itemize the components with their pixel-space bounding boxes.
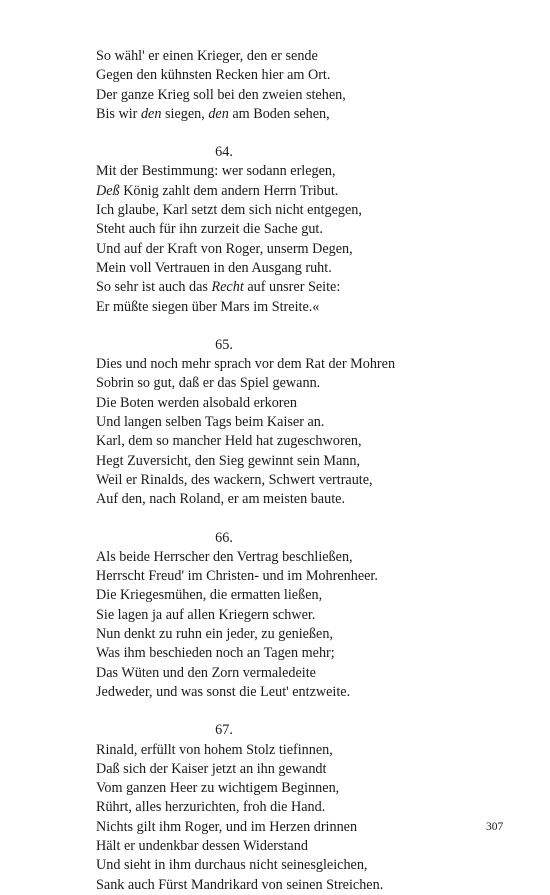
verse-text: Als beide Herrscher den Vertrag beschließen, [96,548,353,565]
verse-text: Steht auch für ihn zurzeit die Sache gut. [96,221,323,238]
verse-line [96,240,516,259]
verse-text: Hegt Zuversicht, den Sieg gewinnt sein Mann, [96,452,360,469]
verse-line [96,47,516,66]
verse-line [96,779,516,798]
verse-line [96,606,516,625]
verse-text: Das Wüten und den Zorn vermaledeite [96,664,316,681]
verse-line [96,355,516,374]
verse-line [96,105,516,124]
verse-text: Was ihm beschieden noch an Tagen mehr; [96,645,335,662]
verse-text: am Boden sehen, [228,105,330,122]
verse-text: Weil er Rinalds, des wackern, Schwert vertraute, [96,471,373,488]
verse-text: Er müßte siegen über Mars im Streite.« [96,298,320,315]
verse-emphasis: den [208,105,229,122]
verse-line [96,856,516,875]
stanza-number: 65. [215,336,233,353]
verse-text: Und sieht in ihm durchaus nicht seinesgleichen, [96,857,368,874]
verse-line [96,548,516,567]
stanza [96,336,516,510]
verse-line [96,818,516,837]
verse-text: auf unsrer Seite: [243,279,341,296]
verse-text: Und auf der Kraft von Roger, unserm Degen, [96,240,353,257]
verse-text: Der ganze Krieg soll bei den zweien stehen, [96,86,346,103]
verse-emphasis: Recht [211,279,244,296]
stanza [96,47,516,124]
stanza [96,529,516,703]
verse-line [96,798,516,817]
verse-text: Herrscht Freud' im Christen- und im Mohrenheer. [96,568,378,585]
verse-text: Nun denkt zu ruhn ein jeder, zu genießen, [96,626,333,643]
verse-line [96,66,516,85]
stanza [96,143,516,317]
poem-body [96,47,516,895]
verse-emphasis: Deß [96,182,120,199]
stanza-number: 66. [215,529,233,546]
stanza-number: 67. [215,722,233,739]
verse-text: Mit der Bestimmung: wer sodann erlegen, [96,163,336,180]
verse-line [96,162,516,181]
verse-line [96,837,516,856]
verse-text: Und langen selben Tags beim Kaiser an. [96,414,325,431]
verse-line [96,490,516,509]
verse-text: So wähl' er einen Krieger, den er sende [96,48,318,64]
verse-text: Vom ganzen Heer zu wichtigem Beginnen, [96,780,340,797]
stanza [96,721,516,895]
verse-line [96,452,516,471]
verse-text: Rührt, alles herzurichten, froh die Hand. [96,799,326,816]
verse-line [96,182,516,201]
verse-text: Sie lagen ja auf allen Kriegern schwer. [96,606,316,623]
verse-text: siegen, [161,105,209,122]
verse-text: Mein voll Vertrauen in den Ausgang ruht. [96,259,332,276]
verse-line [96,876,516,895]
verse-text: Bis wir [96,105,141,122]
verse-text: Die Kriegesmühen, die ermatten ließen, [96,587,323,604]
verse-line [96,278,516,297]
verse-line [96,471,516,490]
verse-line [96,625,516,644]
verse-text: Nichts gilt ihm Roger, und im Herzen drinnen [96,818,358,835]
verse-text: Gegen den kühnsten Recken hier am Ort. [96,67,331,84]
page-number: 307 [486,821,504,833]
verse-line [96,432,516,451]
verse-line [96,760,516,779]
verse-text: Jedweder, und was sonst die Leut' entzweite. [96,683,351,700]
verse-line [96,644,516,663]
verse-line [96,220,516,239]
verse-text: Hält er undenkbar dessen Widerstand [96,837,308,854]
verse-text: Daß sich der Kaiser jetzt an ihn gewandt [96,760,327,777]
verse-emphasis: den [140,105,162,122]
verse-text: Auf den, nach Roland, er am meisten baute. [96,491,345,508]
verse-text: Sobrin so gut, daß er das Spiel gewann. [96,375,321,392]
stanza-number: 64. [215,144,233,161]
verse-text: So sehr ist auch das [96,279,212,296]
verse-line [96,567,516,586]
verse-text: Karl, dem so mancher Held hat zugeschworen, [96,433,362,450]
verse-line [96,394,516,413]
verse-line [96,683,516,702]
verse-line [96,586,516,605]
verse-text: König zahlt dem andern Herrn Tribut. [119,182,339,199]
verse-text: Sank auch Fürst Mandrikard von seinen Streichen. [96,876,384,893]
verse-text: Ich glaube, Karl setzt dem sich nicht entgegen, [96,202,362,219]
verse-line [96,374,516,393]
verse-line [96,201,516,220]
verse-text: Dies und noch mehr sprach vor dem Rat der Mohren [96,356,396,373]
verse-line [96,298,516,317]
verse-line [96,86,516,105]
verse-line [96,413,516,432]
verse-line [96,259,516,278]
verse-text: Rinald, erfüllt von hohem Stolz tiefinnen, [96,741,333,758]
verse-line [96,664,516,683]
verse-text: Die Boten werden alsobald erkoren [96,394,297,411]
verse-line [96,741,516,760]
